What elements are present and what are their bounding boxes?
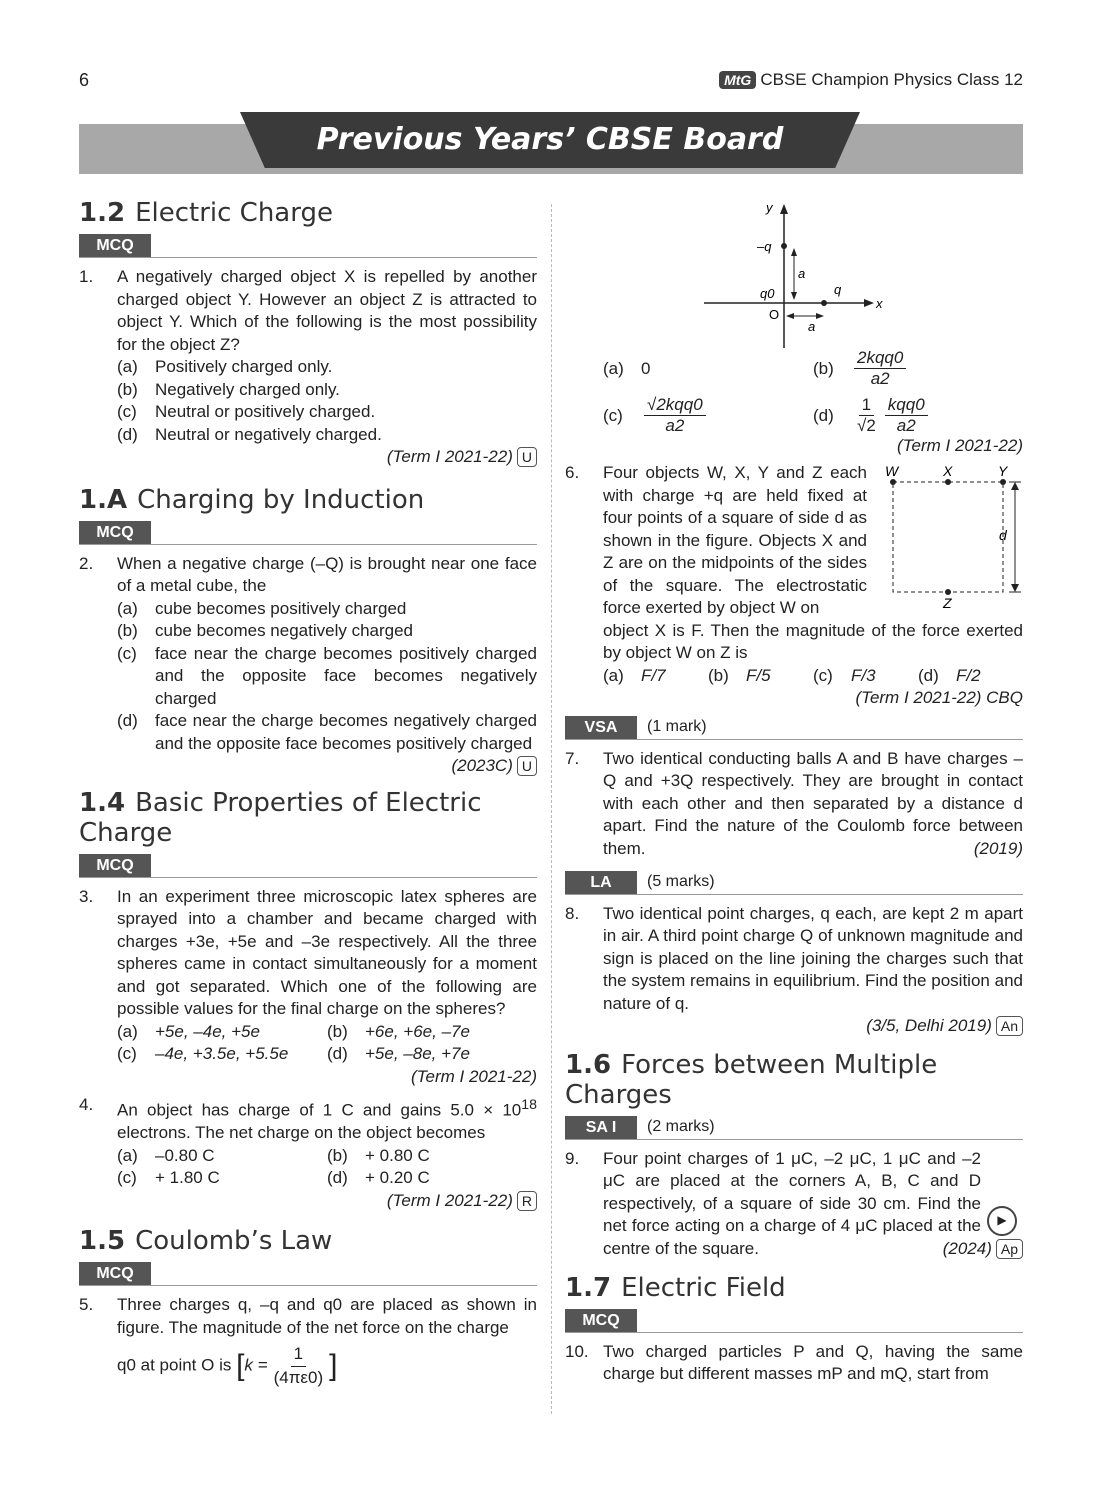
option-d: (d) + 0.20 C — [327, 1168, 430, 1188]
option-b: (b) cube becomes negatively charged — [117, 621, 413, 640]
k-fraction: $\frac{1}{(4\pi\varepsilon 0)}$ — [273, 1344, 324, 1387]
question-text: Two identical point charges, q each, are kept 2 m apart in air. A third point charge Q of unknown magnitude and sign is placed on the line joining the charges such that the system remains in equilibrium. Find the position and nature of q. — [603, 903, 1023, 1013]
question-text-continued: object X is F. Then the magnitude of the force exerted by object W on Z is — [603, 620, 1023, 662]
question-8: 8. Two identical point charges, q each, are kept 2 m apart in air. A third point charge Q of unknown magnitude and sign is placed on the line joining the charges such that the system remains in equilibrium. Find the position and nature of q. (3/5, Delhi 2019) An — [565, 903, 1023, 1038]
option-b: (b) F/5 — [708, 665, 771, 685]
sa1-tag: SA I — [565, 1116, 637, 1139]
option-a: (a) –0.80 C — [117, 1145, 215, 1165]
fig-q0-label: q0 — [760, 286, 775, 301]
sa1-tag-row: SA I (2 marks) — [565, 1116, 1023, 1140]
options-grid — [117, 1021, 537, 1066]
publisher-logo: MtG — [719, 71, 756, 89]
section-heading-1-2: 1.2 Electric Charge — [79, 198, 333, 228]
right-column — [565, 198, 1023, 1392]
question-6: 6. Four objects W, X, Y and Z each with charge +q are held fixed at four points of a square of side d as shown in the figure. Objects X and Z are on the midpoints of the sides of the square. The electrostatic force exerted by object W on W X Y Z d object X is F. Then the magnitude of the force exerted by object W on Z is (a) F/7 (b) F/5 (c) F/3 (d) F/2 (Term I 2021-22) CBQ — [565, 462, 1023, 710]
fig-y-label: y — [766, 200, 773, 215]
mcq-tag: MCQ — [79, 854, 151, 877]
question-text: An object has charge of 1 C and gains $5.0 \times 10^{18}$ electrons. The net charge on the object becomes — [117, 1097, 537, 1143]
option-c: (c) + 1.80 C — [117, 1168, 220, 1188]
question-source: (Term I 2021-22) — [897, 436, 1023, 455]
coulomb-constant-line: q0 at point O is [k = $\frac{1}{(4\pi\varepsilon 0)}$ ] — [117, 1343, 537, 1389]
mcq-tag: MCQ — [79, 234, 151, 257]
mcq-tag: MCQ — [79, 521, 151, 544]
book-brand — [719, 70, 1023, 90]
remembering-badge: R — [517, 1191, 537, 1211]
fig-d-label: d — [999, 527, 1007, 543]
option-d: (d) $\frac{1}{√2}$ $\frac{\text{kqq0}}{a2}$ — [813, 395, 1023, 436]
banner-title: Previous Years’ CBSE Board Questions — [316, 122, 784, 213]
question-2: 2. When a negative charge (–Q) is brought near one face of a metal cube, the (a) cube becomes positively charged (b) cube becomes negatively charged (c) face near the charge becomes positively charged and the opposite face becomes negatively charged (d) face near the charge becomes negatively charged and the opposite face becomes positively charged (2023C) U — [79, 553, 537, 778]
question-1: 1. A negatively charged object X is repelled by another charged object Y. However an object Z is attracted to object Y. Which of the following is the most possibility for the object Z? (a) Positively charged only. (b) Negatively charged only. (c) Neutral or positively charged. (d) Neutral or negatively charged. (Term I 2021-22) U — [79, 266, 537, 469]
option-c: (c) $\frac{\text{√2kqq0}}{a2}$ — [603, 395, 813, 436]
la-tag-row: LA (5 marks) — [565, 871, 1023, 895]
mcq-tag-row — [79, 854, 537, 878]
question-text: A negatively charged object X is repelled by another charged object Y. However an object Z is attracted to object Y. Which of the following is the most possibility for the object Z? — [117, 267, 537, 354]
option-b: (b) +6e, +6e, –7e — [327, 1021, 470, 1041]
option-b: (b) $\frac{\text{2kqq0}}{a2}$ — [813, 348, 1023, 389]
option-d: (d) face near the charge becomes negatively charged and the opposite face becomes positively charged — [117, 711, 537, 753]
option-d: (d) +5e, –8e, +7e — [327, 1044, 470, 1063]
question-source: (2023C) U — [117, 755, 537, 778]
fig-a-horizontal-label: a — [808, 319, 816, 334]
question-source: (Term I 2021-22) — [411, 1066, 537, 1086]
question-source: (Term I 2021-22) R — [117, 1190, 537, 1213]
mcq-tag-row — [79, 234, 537, 258]
section-heading-1-5: 1.5 Coulomb’s Law — [79, 1226, 333, 1257]
option-a: (a) cube becomes positively charged — [117, 598, 407, 618]
option-b: (b) + 0.80 C — [327, 1145, 430, 1165]
fig-w-label: W — [885, 463, 899, 479]
understanding-badge: U — [517, 756, 537, 776]
understanding-badge: U — [517, 447, 537, 467]
question-4: 4. An object has charge of 1 C and gains $5.0 \times 10^{18}$ electrons. The net charge on the object becomes (a) –0.80 C (b) + 0.80 C (c) + 1.80 C (d) + 0.20 C (Term I 2021-22) R — [79, 1094, 537, 1212]
question-5-options — [565, 348, 1023, 456]
options-row — [603, 665, 1023, 688]
mcq-tag-row — [79, 1262, 537, 1286]
option-a: (a) F/7 — [603, 665, 666, 685]
option-d: (d) Neutral or negatively charged. — [117, 424, 382, 444]
question-text: Four point charges of 1 μC, –2 μC, 1 μC and –2 μC are placed at the corners A, B, C and D respectively, of a square of side 30 cm. Find the net force acting on a charge of 4 μC placed at the centre of the square. — [603, 1148, 981, 1258]
option-c: (c) –4e, +3.5e, +5.5e — [117, 1044, 289, 1063]
mcq-tag: MCQ — [79, 1262, 151, 1285]
question-text: Four objects W, X, Y and Z each with charge +q are held fixed at four points of a square of side d as shown in the figure. Objects X and Z are on the midpoints of the sides of the square. The electrostatic force exerted by object W on — [603, 463, 867, 617]
fig-a-vertical-label: a — [798, 266, 806, 281]
page-number: 6 — [79, 70, 90, 90]
column-divider — [551, 204, 552, 1414]
question-text: When a negative charge (–Q) is brought near one face of a metal cube, the — [117, 553, 537, 595]
vsa-tag-row: VSA (1 mark) — [565, 716, 1023, 740]
fig-x-label: x — [876, 296, 883, 311]
fig-q-label: q — [834, 282, 842, 297]
options-grid — [117, 1145, 537, 1190]
mcq-tag-row — [79, 521, 537, 545]
fig-z-label: Z — [943, 595, 952, 611]
question-10: 10. Two charged particles P and Q, having the same charge but different masses mP and mQ, start from — [565, 1341, 1023, 1386]
vsa-tag: VSA — [565, 716, 637, 739]
charges-axes-figure — [694, 198, 894, 348]
option-d: (d) F/2 — [918, 665, 981, 685]
fig-minus-q-label: –q — [757, 239, 772, 254]
video-play-icon[interactable]: ▶ — [987, 1206, 1017, 1236]
option-c: (c) F/3 — [813, 665, 876, 685]
option-b: (b) Negatively charged only. — [117, 379, 340, 399]
question-source: (2024) Ap — [603, 1238, 1023, 1261]
option-c: (c) Neutral or positively charged. — [117, 402, 376, 421]
question-text: Two charged particles P and Q, having the same charge but different masses mP and mQ, start from — [603, 1341, 1023, 1383]
question-text: Three charges q, –q and q0 are placed as shown in figure. The magnitude of the net force on the charge — [117, 1295, 537, 1337]
square-charges-figure — [873, 462, 1023, 612]
question-text: Two identical conducting balls A and B have charges –Q and +3Q respectively. They are brought in contact with each other and then separated by a distance d apart. Find the nature of the Coulomb force between them. — [603, 748, 1023, 858]
question-9: 9. Four point charges of 1 μC, –2 μC, 1 μC and –2 μC are placed at the corners A, B, C and D respectively, of a square of side 30 cm. Find the net force acting on a charge of 4 μC placed at the centre of the square. ▶ (2024) Ap — [565, 1148, 1023, 1261]
question-3: 3. In an experiment three microscopic latex spheres are sprayed into a chamber and became charged with charges +3e, +5e and –3e respectively. All the three spheres came in contact simultaneously for a moment and got separated. Which one of the following are possible values for the final charge on the spheres? (a) +5e, –4e, +5e (b) +6e, +6e, –7e (c) –4e, +3.5e, +5.5e (d) +5e, –8e, +7e (Term I 2021-22) — [79, 886, 537, 1089]
mcq-tag: MCQ — [565, 1309, 637, 1332]
left-column — [79, 198, 537, 1395]
section-heading-1-6: 1.6 Forces between Multiple Charges — [565, 1049, 938, 1110]
section-heading-1-7: 1.7 Electric Field — [565, 1272, 786, 1303]
fig-x-label: X — [943, 463, 953, 479]
question-7: 7. Two identical conducting balls A and B have charges –Q and +3Q respectively. They are brought in contact with each other and then separated by a distance d apart. Find the nature of the Coulomb force between them. (2019) — [565, 748, 1023, 861]
mcq-tag-row — [565, 1309, 1023, 1333]
question-source: (Term I 2021-22) U — [117, 446, 537, 469]
fig-origin-label: O — [769, 307, 780, 322]
question-source: (3/5, Delhi 2019) An — [603, 1015, 1023, 1038]
book-title: CBSE Champion Physics Class 12 — [760, 70, 1023, 89]
question-5: 5. Three charges q, –q and q0 are placed as shown in figure. The magnitude of the net force on the charge q0 at point O is [k = $\frac{1}{(4\pi\varepsilon 0)}$ ] — [79, 1294, 537, 1389]
option-c: (c) face near the charge becomes positively charged and the opposite face becomes negatively charged — [117, 643, 537, 708]
applying-badge: Ap — [996, 1239, 1023, 1259]
option-a: (a) 0 — [603, 358, 651, 378]
question-source: (2019) — [973, 839, 1023, 858]
option-a: (a) Positively charged only. — [117, 357, 333, 376]
question-source: (Term I 2021-22) CBQ — [855, 688, 1023, 707]
fig-y-label: Y — [998, 463, 1008, 479]
la-tag: LA — [565, 871, 637, 894]
section-heading-1-4: 1.4 Basic Properties of Electric Charge — [79, 787, 482, 848]
analysing-badge: An — [996, 1016, 1023, 1036]
section-heading-1-a: 1.A Charging by Induction — [79, 484, 425, 515]
option-a: (a) +5e, –4e, +5e — [117, 1021, 260, 1041]
question-text: In an experiment three microscopic latex spheres are sprayed into a chamber and became charged with charges +3e, +5e and –3e respectively. All the three spheres came in contact simultaneously for a moment and got separated. Which one of the following are possible values for the final charge on the spheres? — [117, 886, 537, 1018]
